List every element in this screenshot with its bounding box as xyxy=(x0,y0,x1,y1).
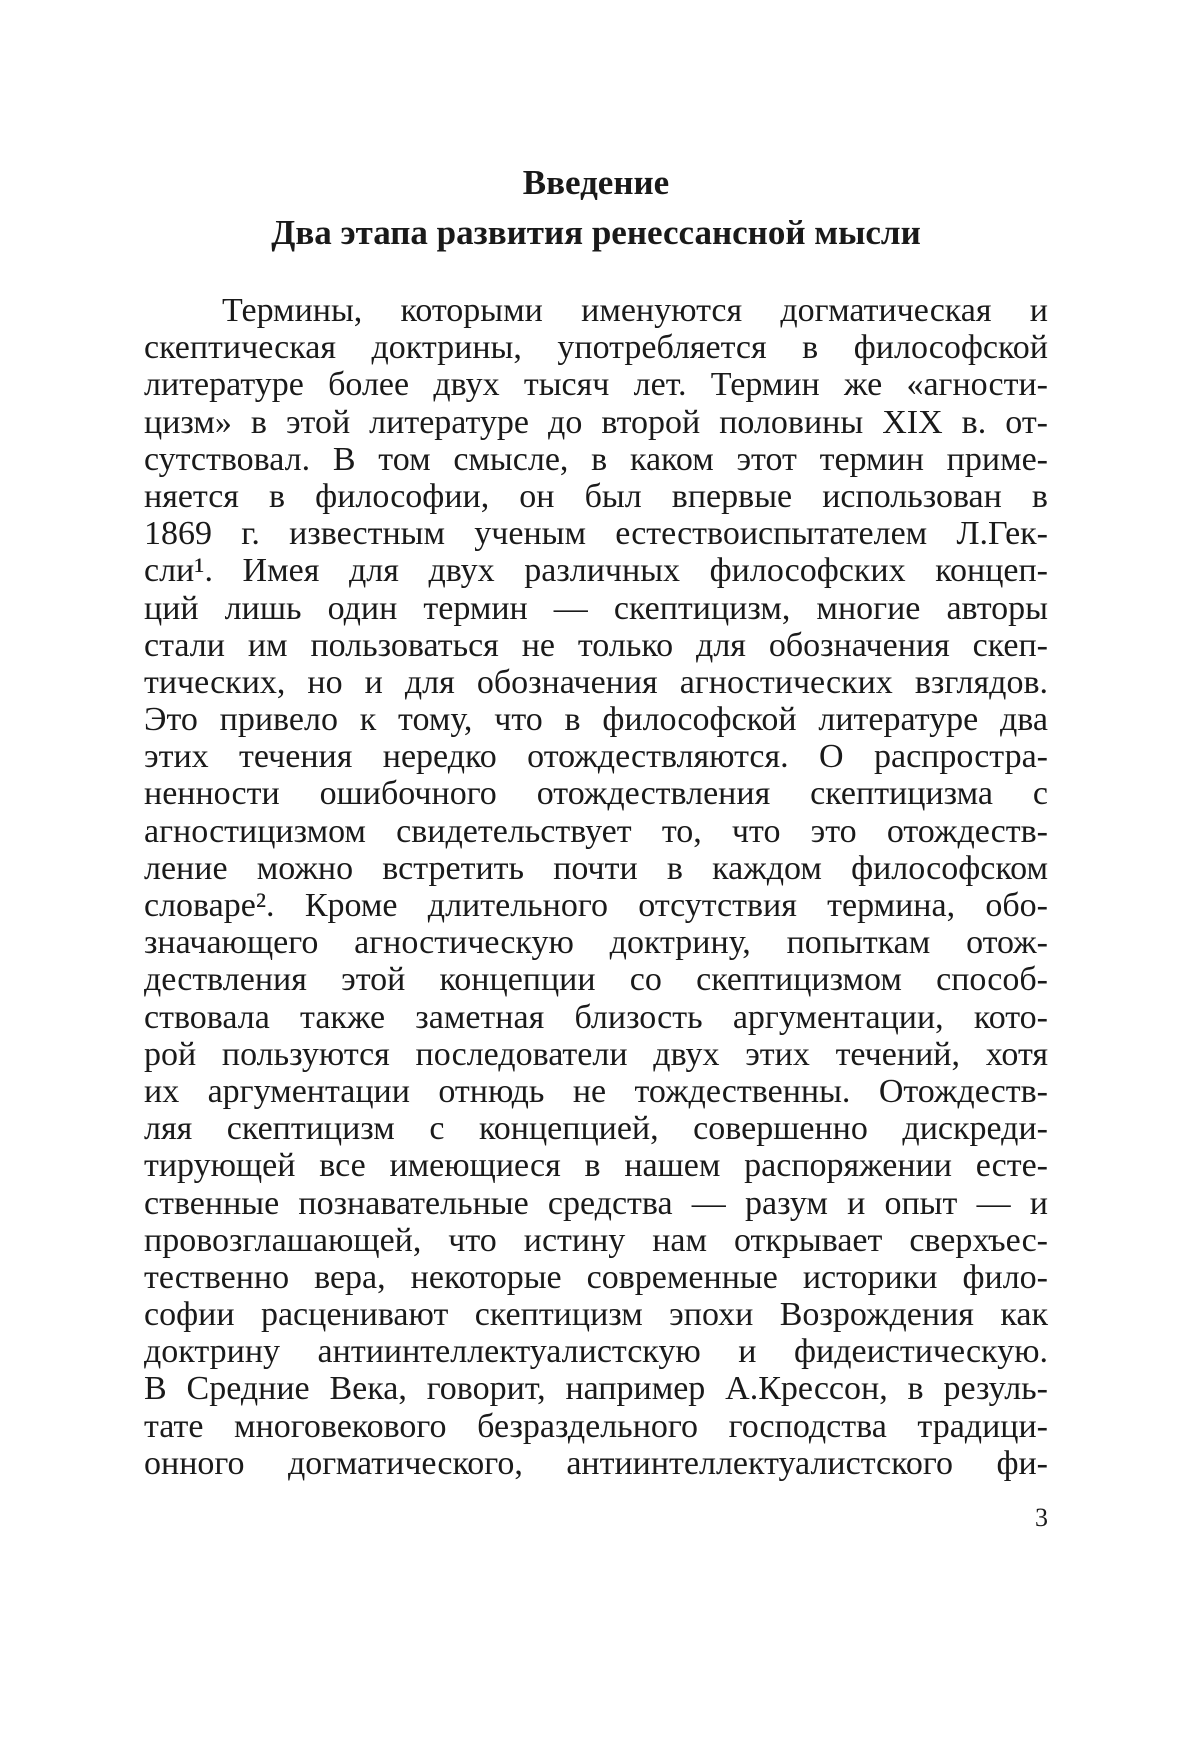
text-line: доктрину антиинтеллектуалистскую и фидеистическую. xyxy=(144,1333,1048,1371)
text-line: ляя скептицизм с концепцией, совершенно дискреди- xyxy=(144,1110,1048,1148)
text-line: тате многовекового безраздельного господства традици- xyxy=(144,1407,1048,1445)
page-number: 3 xyxy=(1035,1503,1048,1532)
text-line: Это привело к тому, что в философской литературе два xyxy=(144,701,1048,739)
text-line: тественно вера, некоторые современные историки фило- xyxy=(144,1258,1048,1296)
chapter-heading xyxy=(144,158,1048,258)
text-line: ственные познавательные средства — разум и опыт — и xyxy=(144,1184,1048,1222)
text-line: тирующей все имеющиеся в нашем распоряжении есте- xyxy=(144,1147,1048,1185)
text-line: сли¹. Имея для двух различных философских концеп- xyxy=(144,552,1048,590)
text-line: рой пользуются последователи двух этих течений, хотя xyxy=(144,1035,1048,1073)
text-line: тических, но и для обозначения агностических взглядов. xyxy=(144,663,1048,701)
text-line: словаре². Кроме длительного отсутствия термина, обо- xyxy=(144,887,1048,924)
text-line: их аргументации отнюдь не тождественны. Отождеств- xyxy=(144,1072,1048,1110)
text-line: значающего агностическую доктрину, попыткам отож- xyxy=(144,924,1048,962)
text-line: литературе более двух тысяч лет. Термин же «агности- xyxy=(144,366,1048,404)
text-line: ление можно встретить почти в каждом философском xyxy=(144,849,1048,887)
chapter-title: Два этапа развития ренессансной мысли xyxy=(271,213,921,252)
text-line: этих течения нередко отождествляются. О распростра- xyxy=(144,738,1048,776)
text-line: 1869 г. известным ученым естествоиспытателем Л.Гек- xyxy=(144,515,1048,553)
text-line: цизм» в этой литературе до второй половины XIX в. от- xyxy=(144,403,1048,441)
text-line: провозглашающей, что истину нам открывает сверхъес- xyxy=(144,1221,1048,1259)
text-line: В Средние Века, говорит, например А.Крессон, в резуль- xyxy=(144,1370,1048,1408)
chapter-label: Введение xyxy=(522,163,670,202)
text-line: няется в философии, он был впервые использован в xyxy=(144,477,1048,515)
text-line: онного догматического, антиинтеллектуалистского фи- xyxy=(144,1444,1048,1482)
text-line: сутствовал. В том смысле, в каком этот термин приме- xyxy=(144,440,1048,478)
text-line: дествления этой концепции со скептицизмом способ- xyxy=(144,961,1048,999)
text-line: стали им пользоваться не только для обозначения скеп- xyxy=(144,626,1048,664)
text-line: ций лишь один термин — скептицизм, многие авторы xyxy=(144,589,1048,627)
text-line: агностицизмом свидетельствует то, что это отождеств- xyxy=(144,812,1048,850)
text-line: ненности ошибочного отождествления скептицизма с xyxy=(144,775,1048,813)
text-line: скептическая доктрины, употребляется в философской xyxy=(144,329,1048,367)
text-line: Термины, которыми именуются догматическая и xyxy=(222,292,1048,329)
text-line: ствовала также заметная близость аргументации, кото- xyxy=(144,998,1048,1036)
body-paragraph xyxy=(144,292,1048,1482)
text-line: софии расценивают скептицизм эпохи Возрождения как xyxy=(144,1296,1048,1334)
